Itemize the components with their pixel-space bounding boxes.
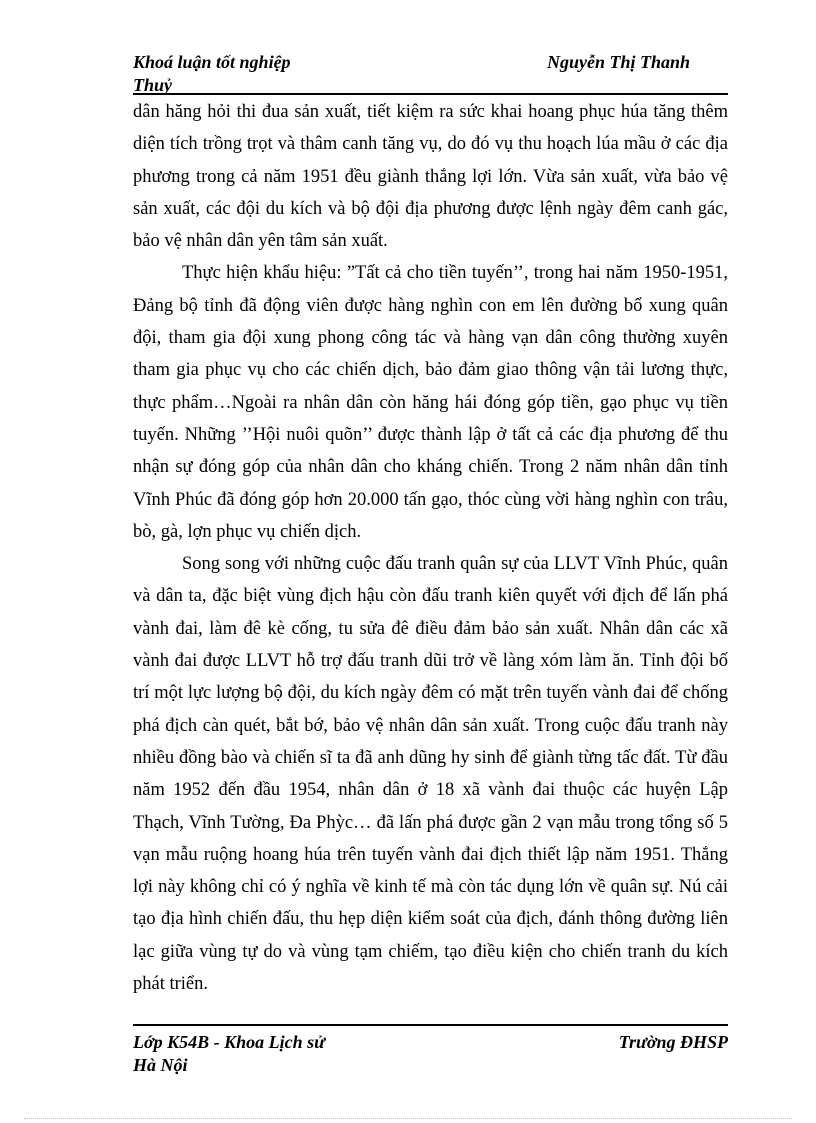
paragraph-2: Thực hiện khẩu hiệu: ”Tất cả cho tiền tuyến’’, trong hai năm 1950-1951, Đảng bộ tỉnh đã động viên được hàng nghìn con em lên đường bổ xung quân đội, tham gia đội xung phong công tác và hàng vạn dân công thường xuyên tham gia phục vụ cho các chiến dịch, bảo đảm giao thông vận tải lương thực, thực phẩm…Ngoài ra nhân dân còn hăng hái đóng góp tiền, gạo phục vụ tiền tuyến. Những ’’Hội nuôi quõn’’ được thành lập ở tất cả các địa phương để thu nhận sự đóng góp của nhân dân cho kháng chiến. Trong 2 năm nhân dân tỉnh Vĩnh Phúc đã đóng góp hơn 20.000 tấn gạo, thóc cùng vời hàng nghìn con trâu, bò, gà, lợn phục vụ chiến dịch. — [133, 263, 728, 542]
page-header — [133, 50, 728, 96]
class-department-continued: Hà Nội — [133, 1055, 188, 1075]
class-department: Lớp K54B - Khoa Lịch sử — [133, 1032, 325, 1052]
paragraph-1: dân hăng hỏi thi đua sản xuất, tiết kiệm ra sức khai hoang phục húa tăng thêm diện tích trồng trọt và thâm canh tăng vụ, do đó vụ thu hoạch lúa mầu ở các địa phương trong cả năm 1951 đều giành thắng lợi lớn. Vừa sản xuất, vừa bảo vệ sản xuất, các đội du kích và bộ đội địa phương được lệnh ngày đêm canh gác, bảo vệ nhân dân yên tâm sản xuất. — [133, 102, 728, 252]
school-name: Trường ĐHSP — [618, 1032, 728, 1052]
paragraph-3: Song song với những cuộc đấu tranh quân sự của LLVT Vĩnh Phúc, quân và dân ta, đặc biệt vùng địch hậu còn đấu tranh kiên quyết với địch để lấn phá vành đai, làm đê kè cống, tu sửa đê điều đảm bảo sản xuất. Nhân dân các xã vành đai được LLVT hỗ trợ đấu tranh dũi trở về làng xóm làm ăn. Tỉnh đội bố trí một lực lượng bộ đội, du kích ngày đêm có mặt trên tuyến vành đai để chống phá địch càn quét, bắt bớ, bảo vệ nhân dân sản xuất. Trong cuộc đấu tranh này nhiều đồng bào và chiến sĩ ta đã anh dũng hy sinh để giành từng tấc đất. Từ đầu năm 1952 đến đầu 1954, nhân dân ở 18 xã vành đai thuộc các huyện Lập Thạch, Vĩnh Tường, Đa Phỳc… đã lấn phá được gần 2 vạn mẫu trong tổng số 5 vạn mẫu ruộng hoang húa trên tuyến vành đai địch thiết lập năm 1951. Thắng lợi này không chỉ có ý nghĩa về kinh tế mà còn tác dụng lớn về quân sự. Nú cải tạo địa hình chiến đấu, thu hẹp diện kiểm soát của địch, đánh thông đường liên lạc giữa vùng tự do và vùng tạm chiếm, tạo điều kiện cho chiến tranh du kích phát triển. — [133, 554, 728, 995]
page-footer — [133, 1030, 728, 1076]
footer-row — [133, 1030, 728, 1054]
thesis-title: Khoá luận tốt nghiệp — [133, 52, 291, 72]
author-name: Nguyễn Thị Thanh — [547, 52, 691, 72]
footer-divider — [133, 1024, 728, 1026]
author-name-continued: Thuỷ — [133, 75, 173, 95]
page-break-line — [24, 1118, 792, 1119]
header-divider — [133, 93, 728, 95]
header-row — [133, 50, 728, 74]
body-text — [133, 96, 728, 1000]
